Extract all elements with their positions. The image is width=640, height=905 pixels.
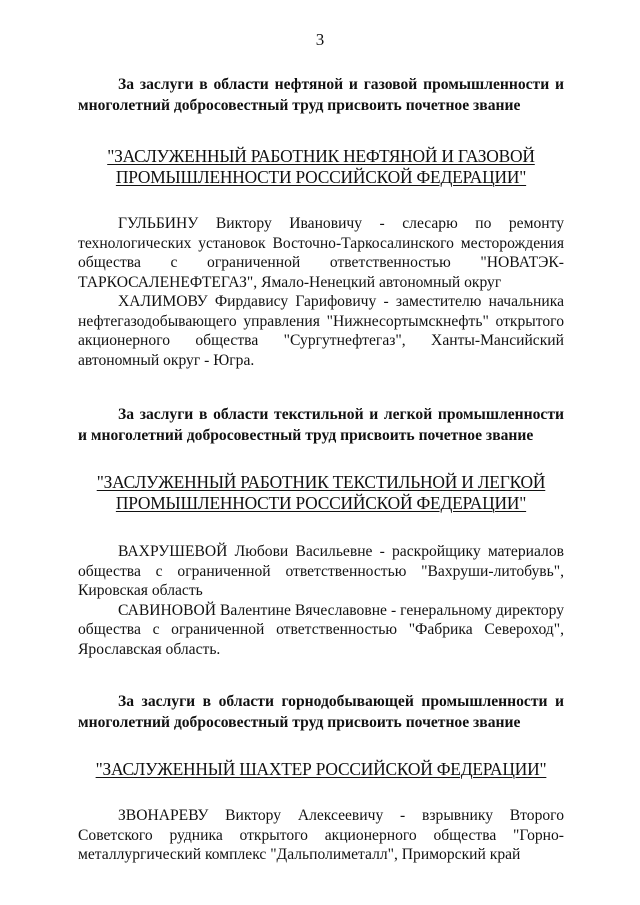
honorary-title: [78, 146, 564, 188]
honorary-title-line: "ЗАСЛУЖЕННЫЙ РАБОТНИК ТЕКСТИЛЬНОЙ И ЛЕГКОЙ: [96, 472, 546, 492]
honorary-title-line: "ЗАСЛУЖЕННЫЙ РАБОТНИК НЕФТЯНОЙ И ГАЗОВОЙ: [107, 146, 535, 166]
section-intro: За заслуги в области нефтяной и газовой промышленности и многолетний добросовестный труд присвоить почетное звание: [78, 76, 564, 114]
honorary-title: [78, 472, 564, 514]
award-section-mining: [78, 691, 564, 865]
honorary-title-line: "ЗАСЛУЖЕННЫЙ ШАХТЕР РОССИЙСКОЙ ФЕДЕРАЦИИ": [95, 759, 547, 779]
awardee-paragraph: ВАХРУШЕВОЙ Любови Васильевне - раскройщику материалов общества с ограниченной ответственностью "Вахруши-литобувь", Кировская область: [78, 543, 564, 599]
awardee-paragraph: ГУЛЬБИНУ Виктору Ивановичу - слесарю по ремонту технологических установок Восточно-Таркосалинского месторождения общества с ограниченной ответственностью "НОВАТЭК-ТАРКОСАЛЕНЕФТЕГАЗ", Ямало-Ненецкий автономный округ: [78, 215, 564, 291]
honorary-title-line: ПРОМЫШЛЕННОСТИ РОССИЙСКОЙ ФЕДЕРАЦИИ": [115, 493, 527, 513]
awardee-paragraph: САВИНОВОЙ Валентине Вячеславовне - генеральному директору общества с ограниченной ответственностью "Фабрика Североход", Ярославская область.: [78, 601, 564, 658]
award-section-oil-gas: [78, 74, 564, 370]
section-intro: За заслуги в области текстильной и легкой промышленности и многолетний добросовестный труд присвоить почетное звание: [78, 406, 564, 444]
awardee-paragraph: ЗВОНАРЕВУ Виктору Алексеевичу - взрывнику Второго Советского рудника открытого акционерного общества "Горно-металлургический комплекс "Дальполиметалл", Приморский край: [78, 807, 564, 863]
award-section-textile: [78, 404, 564, 659]
document-body: [78, 74, 564, 865]
awardee-paragraph: ХАЛИМОВУ Фирдавису Гарифовичу - заместителю начальника нефтегазодобывающего управления "Нижнесортымскнефть" открытого акционерного общества "Сургутнефтегаз", Ханты-Мансийский автономный округ - Югра.: [78, 293, 564, 369]
honorary-title: [78, 759, 564, 780]
honorary-title-line: ПРОМЫШЛЕННОСТИ РОССИЙСКОЙ ФЕДЕРАЦИИ": [115, 167, 527, 187]
section-intro: За заслуги в области горнодобывающей промышленности и многолетний добросовестный труд присвоить почетное звание: [78, 693, 564, 731]
page-number: 3: [315, 30, 325, 49]
